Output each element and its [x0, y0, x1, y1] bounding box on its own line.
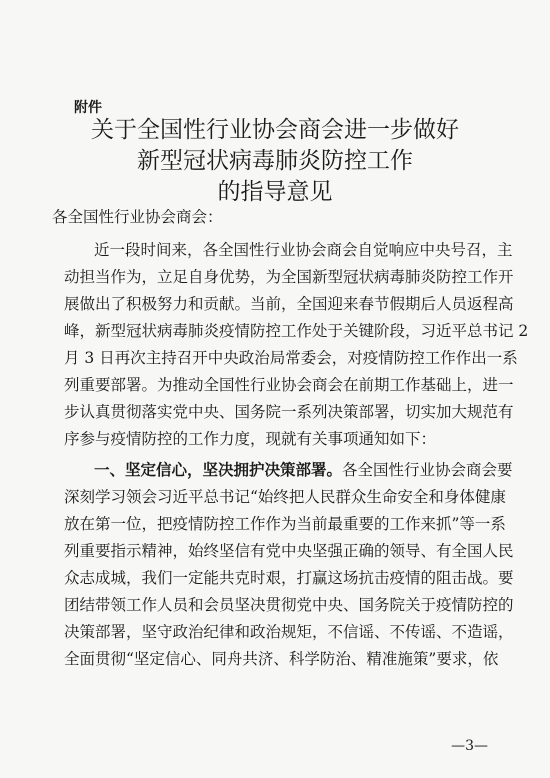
paragraph-line: 动担当作为，立足自身优势，为全国新型冠状病毒肺炎防控工作开: [64, 268, 514, 286]
paragraph-line: 展做出了积极努力和贡献。当前，全国迎来春节假期后人员返程高: [64, 295, 514, 313]
paragraph-line: 步认真贯彻落实党中央、国务院一系列决策部署，切实加大规范有: [64, 403, 514, 421]
page-number: —3—: [451, 738, 488, 754]
section-heading-rest: 各全国性行业协会商会要: [342, 461, 513, 479]
title-line-2: 新型冠状病毒肺炎防控工作: [137, 148, 413, 174]
paragraph-line: 决策部署，坚守政治纪律和政治规矩，不信谣、不传谣、不造谣，: [64, 623, 514, 641]
paragraph-line: 团结带领工作人员和会员坚决贯彻党中央、国务院关于疫情防控的: [64, 596, 514, 614]
paragraph-line: 众志成城，我们一定能共克时艰，打赢这场抗击疫情的阻击战。要: [64, 569, 514, 587]
paragraph-line: 全面贯彻“坚定信心、同舟共济、科学防治、精准施策”要求，依: [64, 650, 499, 668]
paragraph-line: 深刻学习领会习近平总书记“始终把人民群众生命安全和身体健康: [64, 488, 506, 506]
title-line-3: 的指导意见: [217, 179, 333, 205]
paragraph-line: 峰，新型冠状病毒肺炎疫情防控工作处于关键阶段，习近平总书记 2: [64, 322, 529, 340]
paragraph-line: 放在第一位，把疫情防控工作作为当前最重要的工作来抓”等一系: [64, 515, 506, 533]
attachment-label: 附件: [74, 100, 102, 116]
salutation: 各全国性行业协会商会：: [52, 208, 223, 226]
paragraph-line: 列重要部署。为推动全国性行业协会商会在前期工作基础上，进一: [64, 376, 514, 394]
section-heading: 一、坚定信心，坚决拥护决策部署。: [94, 461, 343, 479]
section-heading-line: [94, 457, 513, 484]
paragraph-line: 月 3 日再次主持召开中央政治局常委会，对疫情防控工作作出一系: [64, 349, 518, 367]
title-line-1: 关于全国性行业协会商会进一步做好: [91, 117, 459, 143]
paragraph-line: 近一段时间来，各全国性行业协会商会自觉响应中央号召，主: [94, 241, 513, 259]
paragraph-line: 序参与疫情防控的工作力度，现就有关事项通知如下：: [64, 430, 437, 448]
paragraph-line: 列重要指示精神，始终坚信有党中央坚强正确的领导、有全国人民: [64, 542, 514, 560]
